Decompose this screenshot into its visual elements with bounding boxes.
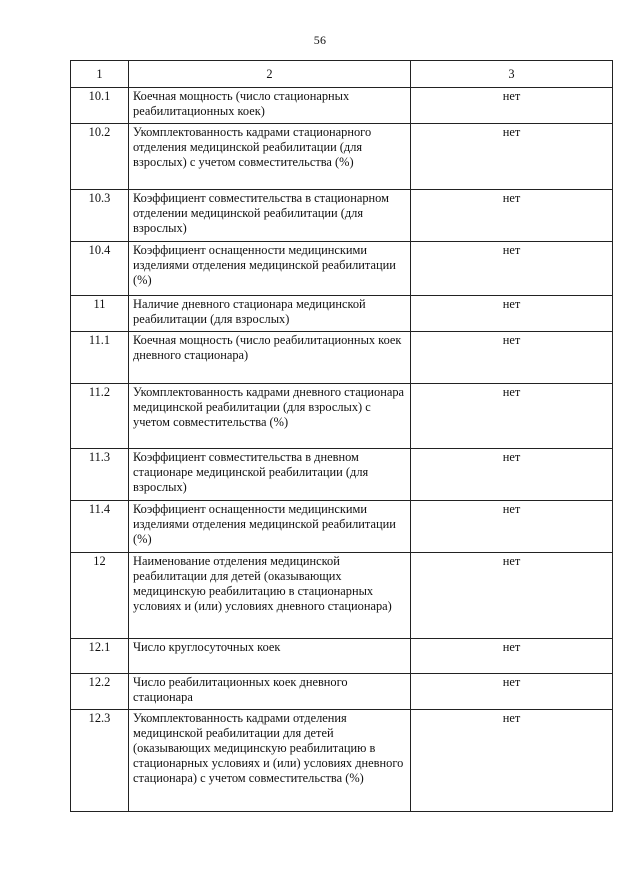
- column-header-2: 2: [129, 61, 411, 88]
- table-row: [71, 501, 613, 553]
- row-value: нет: [411, 190, 613, 242]
- row-value: нет: [411, 384, 613, 449]
- row-number: 11.4: [71, 501, 129, 553]
- table-row: [71, 88, 613, 124]
- table-row: [71, 332, 613, 384]
- row-number: 10.1: [71, 88, 129, 124]
- row-number: 10.2: [71, 124, 129, 190]
- row-value: нет: [411, 501, 613, 553]
- row-indicator-name: Укомплектованность кадрами стационарного отделения медицинской реабилитации (для взрослых) с учетом совместительства (%): [129, 124, 411, 190]
- row-indicator-name: Коечная мощность (число реабилитационных коек дневного стационара): [129, 332, 411, 384]
- column-header-3: 3: [411, 61, 613, 88]
- row-indicator-name: Укомплектованность кадрами отделения медицинской реабилитации для детей (оказывающих медицинскую реабилитацию в стационарных условиях и (или) условиях дневного стационара) с учетом совместительства (%): [129, 710, 411, 812]
- row-indicator-name: Наличие дневного стационара медицинской реабилитации (для взрослых): [129, 296, 411, 332]
- row-indicator-name: Коэффициент оснащенности медицинскими изделиями отделения медицинской реабилитации (%): [129, 501, 411, 553]
- row-indicator-name: Коэффициент оснащенности медицинскими изделиями отделения медицинской реабилитации (%): [129, 242, 411, 296]
- row-number: 11.1: [71, 332, 129, 384]
- row-indicator-name: Коечная мощность (число стационарных реабилитационных коек): [129, 88, 411, 124]
- page-number: 56: [313, 33, 327, 47]
- table-row: [71, 449, 613, 501]
- row-value: нет: [411, 296, 613, 332]
- row-value: нет: [411, 88, 613, 124]
- row-indicator-name: Число реабилитационных коек дневного стационара: [129, 674, 411, 710]
- row-number: 10.3: [71, 190, 129, 242]
- row-value: нет: [411, 332, 613, 384]
- row-indicator-name: Наименование отделения медицинской реабилитации для детей (оказывающих медицинскую реабилитацию в стационарных условиях и (или) условиях дневного стационара): [129, 553, 411, 639]
- row-value: нет: [411, 710, 613, 812]
- row-value: нет: [411, 674, 613, 710]
- column-header-1: 1: [71, 61, 129, 88]
- table-row: [71, 384, 613, 449]
- row-indicator-name: Число круглосуточных коек: [129, 639, 411, 674]
- row-number: 10.4: [71, 242, 129, 296]
- row-indicator-name: Коэффициент совместительства в стационарном отделении медицинской реабилитации (для взрослых): [129, 190, 411, 242]
- table-row: [71, 124, 613, 190]
- table-row: [71, 190, 613, 242]
- row-value: нет: [411, 449, 613, 501]
- row-number: 12.2: [71, 674, 129, 710]
- table-row: [71, 710, 613, 812]
- row-indicator-name: Коэффициент совместительства в дневном стационаре медицинской реабилитации (для взрослых): [129, 449, 411, 501]
- row-number: 11.3: [71, 449, 129, 501]
- table-header-row: [71, 61, 613, 88]
- row-number: 12.3: [71, 710, 129, 812]
- row-indicator-name: Укомплектованность кадрами дневного стационара медицинской реабилитации (для взрослых) с учетом совместительства (%): [129, 384, 411, 449]
- table-row: [71, 242, 613, 296]
- row-value: нет: [411, 242, 613, 296]
- row-number: 12: [71, 553, 129, 639]
- row-number: 12.1: [71, 639, 129, 674]
- row-value: нет: [411, 553, 613, 639]
- table-row: [71, 674, 613, 710]
- row-number: 11.2: [71, 384, 129, 449]
- row-number: 11: [71, 296, 129, 332]
- row-value: нет: [411, 639, 613, 674]
- table-row: [71, 639, 613, 674]
- row-value: нет: [411, 124, 613, 190]
- indicators-table: [70, 60, 613, 812]
- table-row: [71, 553, 613, 639]
- table-row: [71, 296, 613, 332]
